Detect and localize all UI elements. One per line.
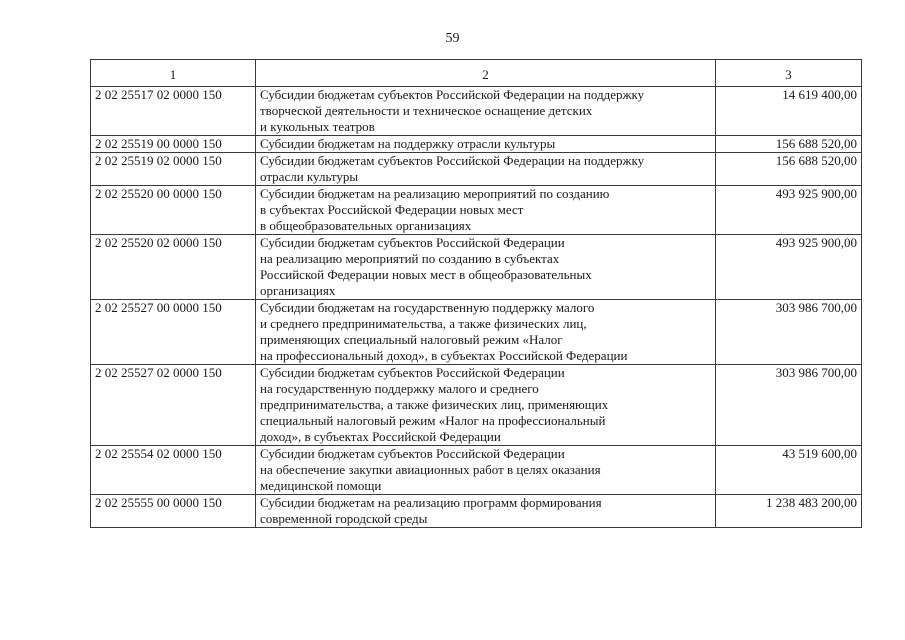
row-code: 2 02 25554 02 0000 150: [91, 446, 256, 495]
table-row: [91, 153, 862, 186]
row-code: 2 02 25555 00 0000 150: [91, 495, 256, 528]
row-code: 2 02 25527 02 0000 150: [91, 365, 256, 446]
description-line: и кукольных театров: [260, 119, 375, 134]
row-amount: 156 688 520,00: [716, 153, 862, 186]
description-line: Субсидии бюджетам субъектов Российской Федерации на поддержку: [260, 87, 645, 102]
table-row: [91, 495, 862, 528]
row-code: 2 02 25520 02 0000 150: [91, 235, 256, 300]
description-line: Субсидии бюджетам субъектов Российской Федерации: [260, 235, 565, 250]
row-code: 2 02 25519 02 0000 150: [91, 153, 256, 186]
row-amount: 303 986 700,00: [716, 365, 862, 446]
description-line: Субсидии бюджетам на реализацию программ формирования: [260, 495, 602, 510]
column-header-code: 1: [91, 60, 256, 87]
description-line: специальный налоговый режим «Налог на профессиональный: [260, 413, 606, 428]
table-row: [91, 186, 862, 235]
column-header-amount: 3: [716, 60, 862, 87]
row-amount: 156 688 520,00: [716, 136, 862, 153]
description-line: организациях: [260, 283, 336, 298]
row-description: [256, 136, 716, 153]
row-description: [256, 495, 716, 528]
row-description: [256, 365, 716, 446]
table-row: [91, 300, 862, 365]
budget-table: [90, 59, 862, 528]
row-amount: 493 925 900,00: [716, 235, 862, 300]
row-amount: 493 925 900,00: [716, 186, 862, 235]
row-description: [256, 153, 716, 186]
table-header-row: [91, 60, 862, 87]
table-row: [91, 446, 862, 495]
description-line: на профессиональный доход», в субъектах Российской Федерации: [260, 348, 628, 363]
description-line: творческой деятельности и техническое оснащение детских: [260, 103, 593, 118]
description-line: Российской Федерации новых мест в общеобразовательных: [260, 267, 592, 282]
description-line: на реализацию мероприятий по созданию в субъектах: [260, 251, 560, 266]
row-description: [256, 87, 716, 136]
row-description: [256, 446, 716, 495]
description-line: Субсидии бюджетам на поддержку отрасли культуры: [260, 136, 556, 151]
description-line: предпринимательства, а также физических лиц, применяющих: [260, 397, 609, 412]
description-line: Субсидии бюджетам на государственную поддержку малого: [260, 300, 595, 315]
description-line: отрасли культуры: [260, 169, 359, 184]
description-line: Субсидии бюджетам субъектов Российской Федерации на поддержку: [260, 153, 645, 168]
description-line: в субъектах Российской Федерации новых мест: [260, 202, 524, 217]
row-description: [256, 300, 716, 365]
description-line: медицинской помощи: [260, 478, 382, 493]
table-row: [91, 235, 862, 300]
description-line: применяющих специальный налоговый режим «Налог: [260, 332, 563, 347]
row-amount: 1 238 483 200,00: [716, 495, 862, 528]
description-line: и среднего предпринимательства, а также физических лиц,: [260, 316, 587, 331]
description-line: современной городской среды: [260, 511, 428, 526]
row-amount: 43 519 600,00: [716, 446, 862, 495]
row-description: [256, 235, 716, 300]
row-description: [256, 186, 716, 235]
description-line: на обеспечение закупки авиационных работ в целях оказания: [260, 462, 601, 477]
row-code: 2 02 25527 00 0000 150: [91, 300, 256, 365]
row-code: 2 02 25519 00 0000 150: [91, 136, 256, 153]
row-code: 2 02 25517 02 0000 150: [91, 87, 256, 136]
column-header-description: 2: [256, 60, 716, 87]
row-amount: 14 619 400,00: [716, 87, 862, 136]
description-line: Субсидии бюджетам на реализацию мероприятий по созданию: [260, 186, 610, 201]
table-row: [91, 87, 862, 136]
row-code: 2 02 25520 00 0000 150: [91, 186, 256, 235]
row-amount: 303 986 700,00: [716, 300, 862, 365]
description-line: Субсидии бюджетам субъектов Российской Федерации: [260, 446, 565, 461]
description-line: доход», в субъектах Российской Федерации: [260, 429, 501, 444]
table-row: [91, 365, 862, 446]
table-row: [91, 136, 862, 153]
page-number: 59: [445, 31, 460, 46]
description-line: на государственную поддержку малого и среднего: [260, 381, 539, 396]
description-line: в общеобразовательных организациях: [260, 218, 472, 233]
description-line: Субсидии бюджетам субъектов Российской Федерации: [260, 365, 565, 380]
